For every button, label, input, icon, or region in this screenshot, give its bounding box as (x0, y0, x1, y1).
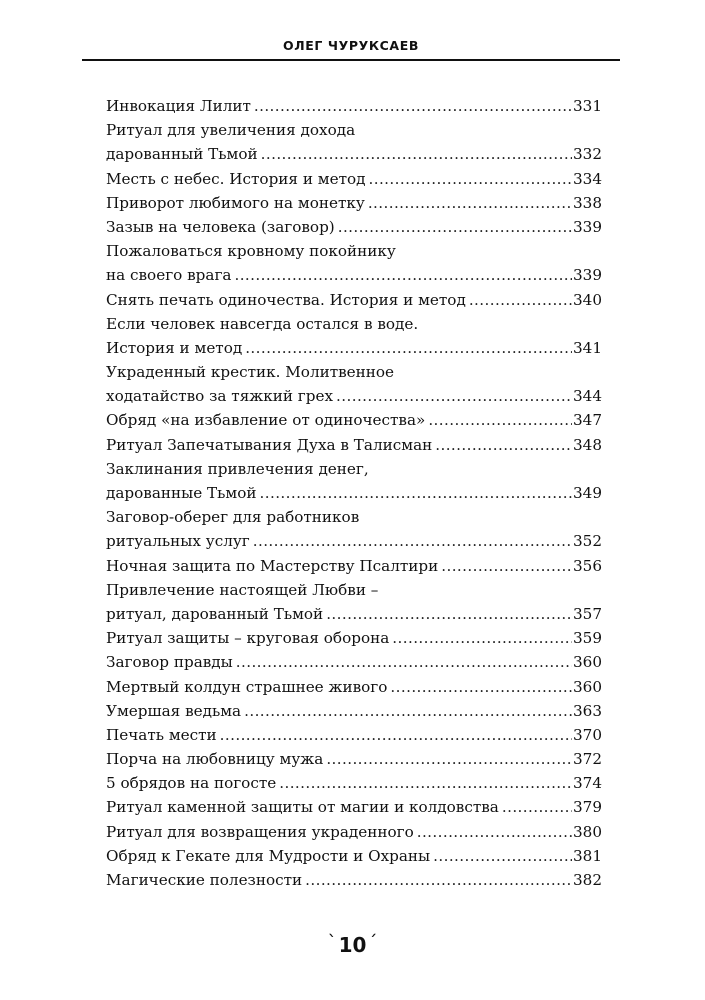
toc-entry-title: Пожаловаться кровному покойнику (106, 242, 396, 261)
toc-entry-page: 338 (573, 193, 602, 212)
dot-leader (305, 868, 572, 892)
toc-entry (106, 239, 602, 287)
toc-entry (106, 578, 602, 626)
toc-entry-title: Порча на любовницу мужа (106, 750, 324, 769)
toc-entry-final-line (106, 844, 602, 868)
toc-entry-final-line (106, 142, 602, 166)
toc-entry-line (106, 360, 602, 384)
toc-entry-final-line (106, 650, 602, 674)
toc-entry (106, 626, 602, 650)
toc-entry-final-line (106, 94, 602, 118)
toc-entry-page: 334 (573, 169, 602, 188)
left-ornament-icon: ` (327, 932, 337, 953)
dot-leader (253, 529, 572, 553)
dot-leader (244, 699, 572, 723)
toc-entry (106, 94, 602, 118)
toc-entry-page: 352 (573, 532, 602, 551)
toc-entry-page: 381 (573, 846, 602, 865)
toc-entry-final-line (106, 215, 602, 239)
toc-entry-page: 357 (573, 604, 602, 623)
toc-entry-title: Ритуал для возвращения украденного (106, 822, 414, 841)
toc-entry-page: 339 (573, 266, 602, 285)
toc-entry-final-line (106, 167, 602, 191)
dot-leader (390, 675, 572, 699)
toc-entry-title: ритуал, дарованный Тьмой (106, 604, 324, 623)
toc-entry-page: 331 (573, 97, 602, 115)
dot-leader (326, 747, 572, 771)
toc-entry-title: Зазыв на человека (заговор) (106, 217, 335, 236)
dot-leader (326, 602, 572, 626)
toc-entry-line (106, 505, 602, 529)
toc-entry-title: Магические полезности (106, 871, 303, 889)
toc-entry-title: Месть с небес. История и метод (106, 169, 366, 188)
dot-leader (279, 771, 572, 795)
dot-leader (236, 650, 572, 674)
toc-entry (106, 650, 602, 674)
toc-entry-final-line (106, 481, 602, 505)
toc-entry-title: Заклинания привлечения денег, (106, 459, 369, 478)
toc-entry-title: Мертвый колдун страшнее живого (106, 677, 388, 696)
toc-entry-final-line (106, 433, 602, 457)
toc-entry (106, 795, 602, 819)
toc-entry-page: 340 (573, 290, 602, 309)
toc-entry-page: 380 (573, 822, 602, 841)
toc-entry-line (106, 239, 602, 263)
toc-entry-page: 359 (573, 629, 602, 648)
toc-entry-page: 360 (573, 677, 602, 696)
table-of-contents (106, 94, 602, 892)
toc-entry-title: Ритуал каменной защиты от магии и колдовства (106, 798, 499, 817)
toc-entry-line (106, 578, 602, 602)
page-footer (0, 933, 705, 957)
toc-entry-final-line (106, 384, 602, 408)
toc-entry (106, 167, 602, 191)
toc-entry-title: Украденный крестик. Молитвенное (106, 363, 395, 382)
toc-entry (106, 699, 602, 723)
toc-entry-title: Обряд к Гекате для Мудрости и Охраны (106, 846, 431, 865)
dot-leader (368, 191, 572, 215)
dot-leader (433, 844, 572, 868)
toc-entry-final-line (106, 675, 602, 699)
dot-leader (392, 626, 572, 650)
toc-entry-title: Заговор правды (106, 653, 233, 672)
toc-entry (106, 433, 602, 457)
toc-entry (106, 215, 602, 239)
toc-entry-page: 349 (573, 484, 602, 502)
toc-entry-final-line (106, 191, 602, 215)
dot-leader (336, 384, 572, 408)
toc-entry (106, 723, 602, 747)
toc-entry-page: 372 (573, 750, 602, 769)
toc-entry-title: Приворот любимого на монетку (106, 193, 365, 212)
dot-leader (368, 167, 572, 191)
running-header: ОЛЕГ ЧУРУКСАЕВ (283, 38, 419, 53)
toc-entry-title: Обряд «на избавление от одиночества» (106, 411, 426, 430)
toc-entry-final-line (106, 554, 602, 578)
dot-leader (435, 433, 572, 457)
toc-entry-title: ходатайство за тяжкий грех (106, 387, 334, 406)
toc-entry-title: на своего врага (106, 266, 232, 285)
toc-entry-final-line (106, 795, 602, 819)
toc-entry (106, 820, 602, 844)
toc-entry-title: История и метод (106, 338, 243, 357)
toc-entry-page: 344 (573, 387, 602, 406)
dot-leader (261, 142, 572, 166)
toc-entry-page: 379 (573, 798, 602, 817)
toc-entry-page: 332 (573, 145, 602, 164)
toc-entry (106, 191, 602, 215)
dot-leader (428, 408, 572, 432)
toc-entry (106, 118, 602, 166)
toc-entry (106, 675, 602, 699)
toc-entry (106, 457, 602, 505)
toc-entry-title: Привлечение настоящей Любви – (106, 580, 379, 599)
toc-entry-final-line (106, 336, 602, 360)
toc-entry-final-line (106, 868, 602, 892)
page-number: 10 (338, 933, 367, 957)
toc-entry (106, 360, 602, 408)
toc-entry-title: Инвокация Лилит (106, 97, 251, 115)
right-ornament-icon: ´ (368, 932, 378, 953)
toc-entry (106, 747, 602, 771)
toc-entry-line (106, 457, 602, 481)
toc-entry-title: Печать мести (106, 725, 217, 744)
toc-entry (106, 554, 602, 578)
toc-entry-title: Ритуал Запечатывания Духа в Талисман (106, 435, 433, 454)
toc-entry-final-line (106, 747, 602, 771)
toc-entry (106, 288, 602, 312)
toc-entry-page: 347 (573, 411, 602, 430)
toc-entry-line (106, 118, 602, 142)
toc-entry (106, 312, 602, 360)
dot-leader (417, 820, 572, 844)
toc-entry-page: 374 (573, 774, 602, 793)
dot-leader (469, 288, 572, 312)
toc-entry-title: Заговор-оберег для работников (106, 508, 360, 527)
dot-leader (502, 795, 572, 819)
toc-entry-final-line (106, 723, 602, 747)
toc-entry-title: дарованный Тьмой (106, 145, 258, 164)
toc-entry-title: Ритуал для увеличения дохода (106, 121, 356, 140)
toc-entry-title: Умершая ведьма (106, 701, 242, 720)
toc-entry-page: 339 (573, 217, 602, 236)
toc-entry-title: дарованные Тьмой (106, 484, 257, 502)
toc-entry-page: 360 (573, 653, 602, 672)
toc-entry-line (106, 312, 602, 336)
toc-entry-title: Ночная защита по Мастерству Псалтири (106, 556, 439, 575)
toc-entry-title: ритуальных услуг (106, 532, 250, 551)
toc-entry-final-line (106, 699, 602, 723)
toc-entry (106, 868, 602, 892)
toc-entry-final-line (106, 288, 602, 312)
toc-entry-title: Если человек навсегда остался в воде. (106, 314, 419, 333)
dot-leader (254, 94, 572, 118)
dot-leader (234, 263, 572, 287)
toc-entry-page: 341 (573, 338, 602, 357)
toc-entry-title: Снять печать одиночества. История и метод (106, 290, 466, 309)
toc-entry-final-line (106, 263, 602, 287)
toc-entry-final-line (106, 602, 602, 626)
toc-entry (106, 408, 602, 432)
toc-entry-title: Ритуал защиты – круговая оборона (106, 629, 390, 648)
toc-entry-title: 5 обрядов на погосте (106, 774, 277, 793)
toc-entry-page: 370 (573, 725, 602, 744)
toc-entry (106, 771, 602, 795)
toc-entry (106, 844, 602, 868)
toc-entry-final-line (106, 529, 602, 553)
toc-entry-final-line (106, 408, 602, 432)
dot-leader (338, 215, 572, 239)
toc-entry-page: 363 (573, 701, 602, 720)
dot-leader (220, 723, 572, 747)
toc-entry-final-line (106, 771, 602, 795)
toc-entry-page: 348 (573, 435, 602, 454)
dot-leader (260, 481, 572, 505)
header-rule (82, 59, 620, 61)
toc-entry-page: 356 (573, 556, 602, 575)
dot-leader (441, 554, 572, 578)
toc-entry-final-line (106, 820, 602, 844)
toc-entry-page: 382 (573, 871, 602, 889)
toc-entry-final-line (106, 626, 602, 650)
toc-entry (106, 505, 602, 553)
dot-leader (245, 336, 572, 360)
